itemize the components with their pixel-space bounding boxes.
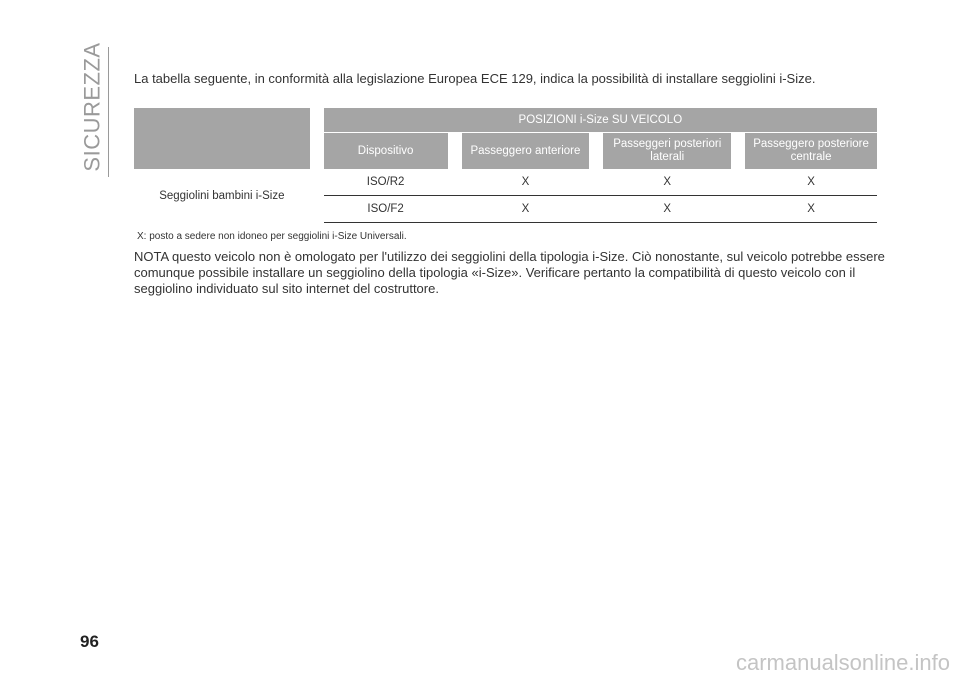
cell-front: X [462,196,590,223]
column-header-rear-side: Passeggeri posteriori laterali [603,133,731,170]
row-label: Seggiolini bambini i-Size [159,189,285,202]
column-header-front: Passeggero anteriore [462,133,590,170]
cell-device: ISO/F2 [324,196,448,223]
cell-rear-side: X [603,196,731,223]
intro-text: La tabella seguente, in conformità alla legislazione Europea ECE 129, indica la possibilità di installare seggiolini i-Size. [134,71,816,86]
column-gap [589,133,603,170]
group-header: POSIZIONI i-Size SU VEICOLO [324,108,877,133]
cell-device: ISO/R2 [324,169,448,196]
column-header-rear-center: Passeggero posteriore centrale [745,133,877,170]
table-row [134,169,877,196]
isize-table [134,108,877,223]
table-group-header-row [134,108,877,133]
header-blank-cell [134,108,310,169]
header-gap [310,108,324,169]
cell-front: X [462,169,590,196]
section-title: SICUREZZA [80,42,105,172]
column-gap [448,133,462,170]
section-tab [78,40,108,174]
column-gap [731,133,745,170]
section-divider [108,47,109,177]
cell-rear-center: X [745,169,877,196]
nota-paragraph: NOTA questo veicolo non è omologato per l'utilizzo dei seggiolini della tipologia i-Size. Ciò nonostante, sul veicolo potrebbe essere comunque possibile installare un seggiolino della tipologia «i-Size». Verificare pertanto la compatibilità di questo veicolo con il seggiolino individuato sul sito internet del costruttore. [134,249,885,296]
cell-rear-center: X [745,196,877,223]
page-number: 96 [80,632,99,651]
column-header-dispositivo: Dispositivo [324,133,448,170]
cell-rear-side: X [603,169,731,196]
watermark: carmanualsonline.info [735,650,950,675]
table-footnote: X: posto a sedere non idoneo per seggiolini i-Size Universali. [137,231,407,242]
